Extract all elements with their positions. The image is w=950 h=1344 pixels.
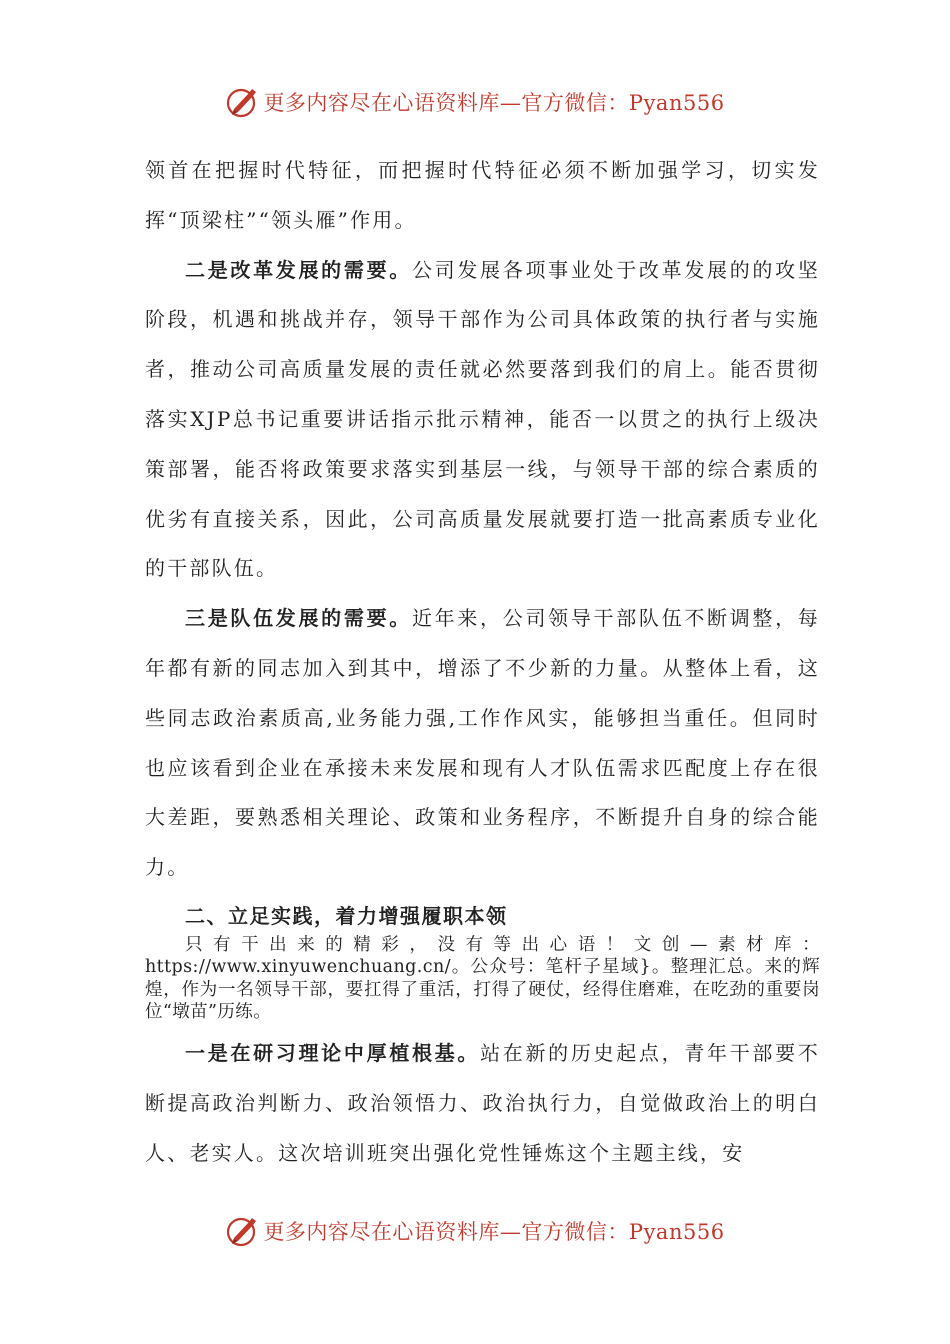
paragraph-lead: 三是队伍发展的需要。 xyxy=(185,606,412,631)
paragraph xyxy=(145,594,820,893)
banner-text: 更多内容尽在心语资料库—官方微信：Pyan556 xyxy=(263,1220,725,1244)
pen-logo-icon xyxy=(225,85,259,119)
paragraph-lead: 一是在研习理论中厚植根基。 xyxy=(185,1040,481,1065)
paragraph-body: 近年来，公司领导干部队伍不断调整，每年都有新的同志加入到其中，增添了不少新的力量。从整体上看，这些同志政治素质高,业务能力强,工作作风实，能够担当重任。但同时也应该看到企业在承接未来发展和现有人才队伍需求匹配度上存在很大差距，要熟悉相关理论、政策和业务程序，不断提升自身的综合能力。 xyxy=(145,606,820,880)
paragraph-body: 站在新的历史起点，青年干部要不断提高政治判断力、政治领悟力、政治执行力，自觉做政治上的明白人、老实人。这次培训班突出强化党性锤炼这个主题主线，安 xyxy=(145,1040,821,1165)
document-body xyxy=(145,146,820,1178)
inserted-note: 只有干出来的精彩，没有等出心语！文创—素材库：https://www.xinyuwenchuang.cn/。公众号：笔杆子星域}。整理汇总。来的辉煌，作为一名领导干部，要扛得了重活，打得了硬仗，经得住磨难，在吃劲的重要岗位“墩苗”历练。 xyxy=(145,934,820,1023)
paragraph-lead: 二是改革发展的需要。 xyxy=(185,257,412,282)
banner-text: 更多内容尽在心语资料库—官方微信：Pyan556 xyxy=(263,91,725,115)
paragraph xyxy=(145,246,820,595)
section-heading: 二、立足实践，着力增强履职本领 xyxy=(185,903,508,928)
pen-logo-icon xyxy=(225,1214,259,1248)
header-banner xyxy=(0,82,950,122)
paragraph-body: 公司发展各项事业处于改革发展的的攻坚阶段，机遇和挑战并存，领导干部作为公司具体政策的执行者与实施者，推动公司高质量发展的责任就必然要落到我们的肩上。能否贯彻落实XJP总书记重要讲话指示批示精神，能否一以贯之的执行上级决策部署，能否将政策要求落实到基层一线，与领导干部的综合素质的优劣有直接关系，因此，公司高质量发展就要打造一批高素质专业化的干部队伍。 xyxy=(145,257,820,581)
paragraph: 领首在把握时代特征，而把握时代特征必须不断加强学习，切实发挥“顶梁柱”“领头雁”作用。 xyxy=(145,158,820,232)
footer-banner xyxy=(0,1211,950,1251)
paragraph xyxy=(145,1029,820,1178)
